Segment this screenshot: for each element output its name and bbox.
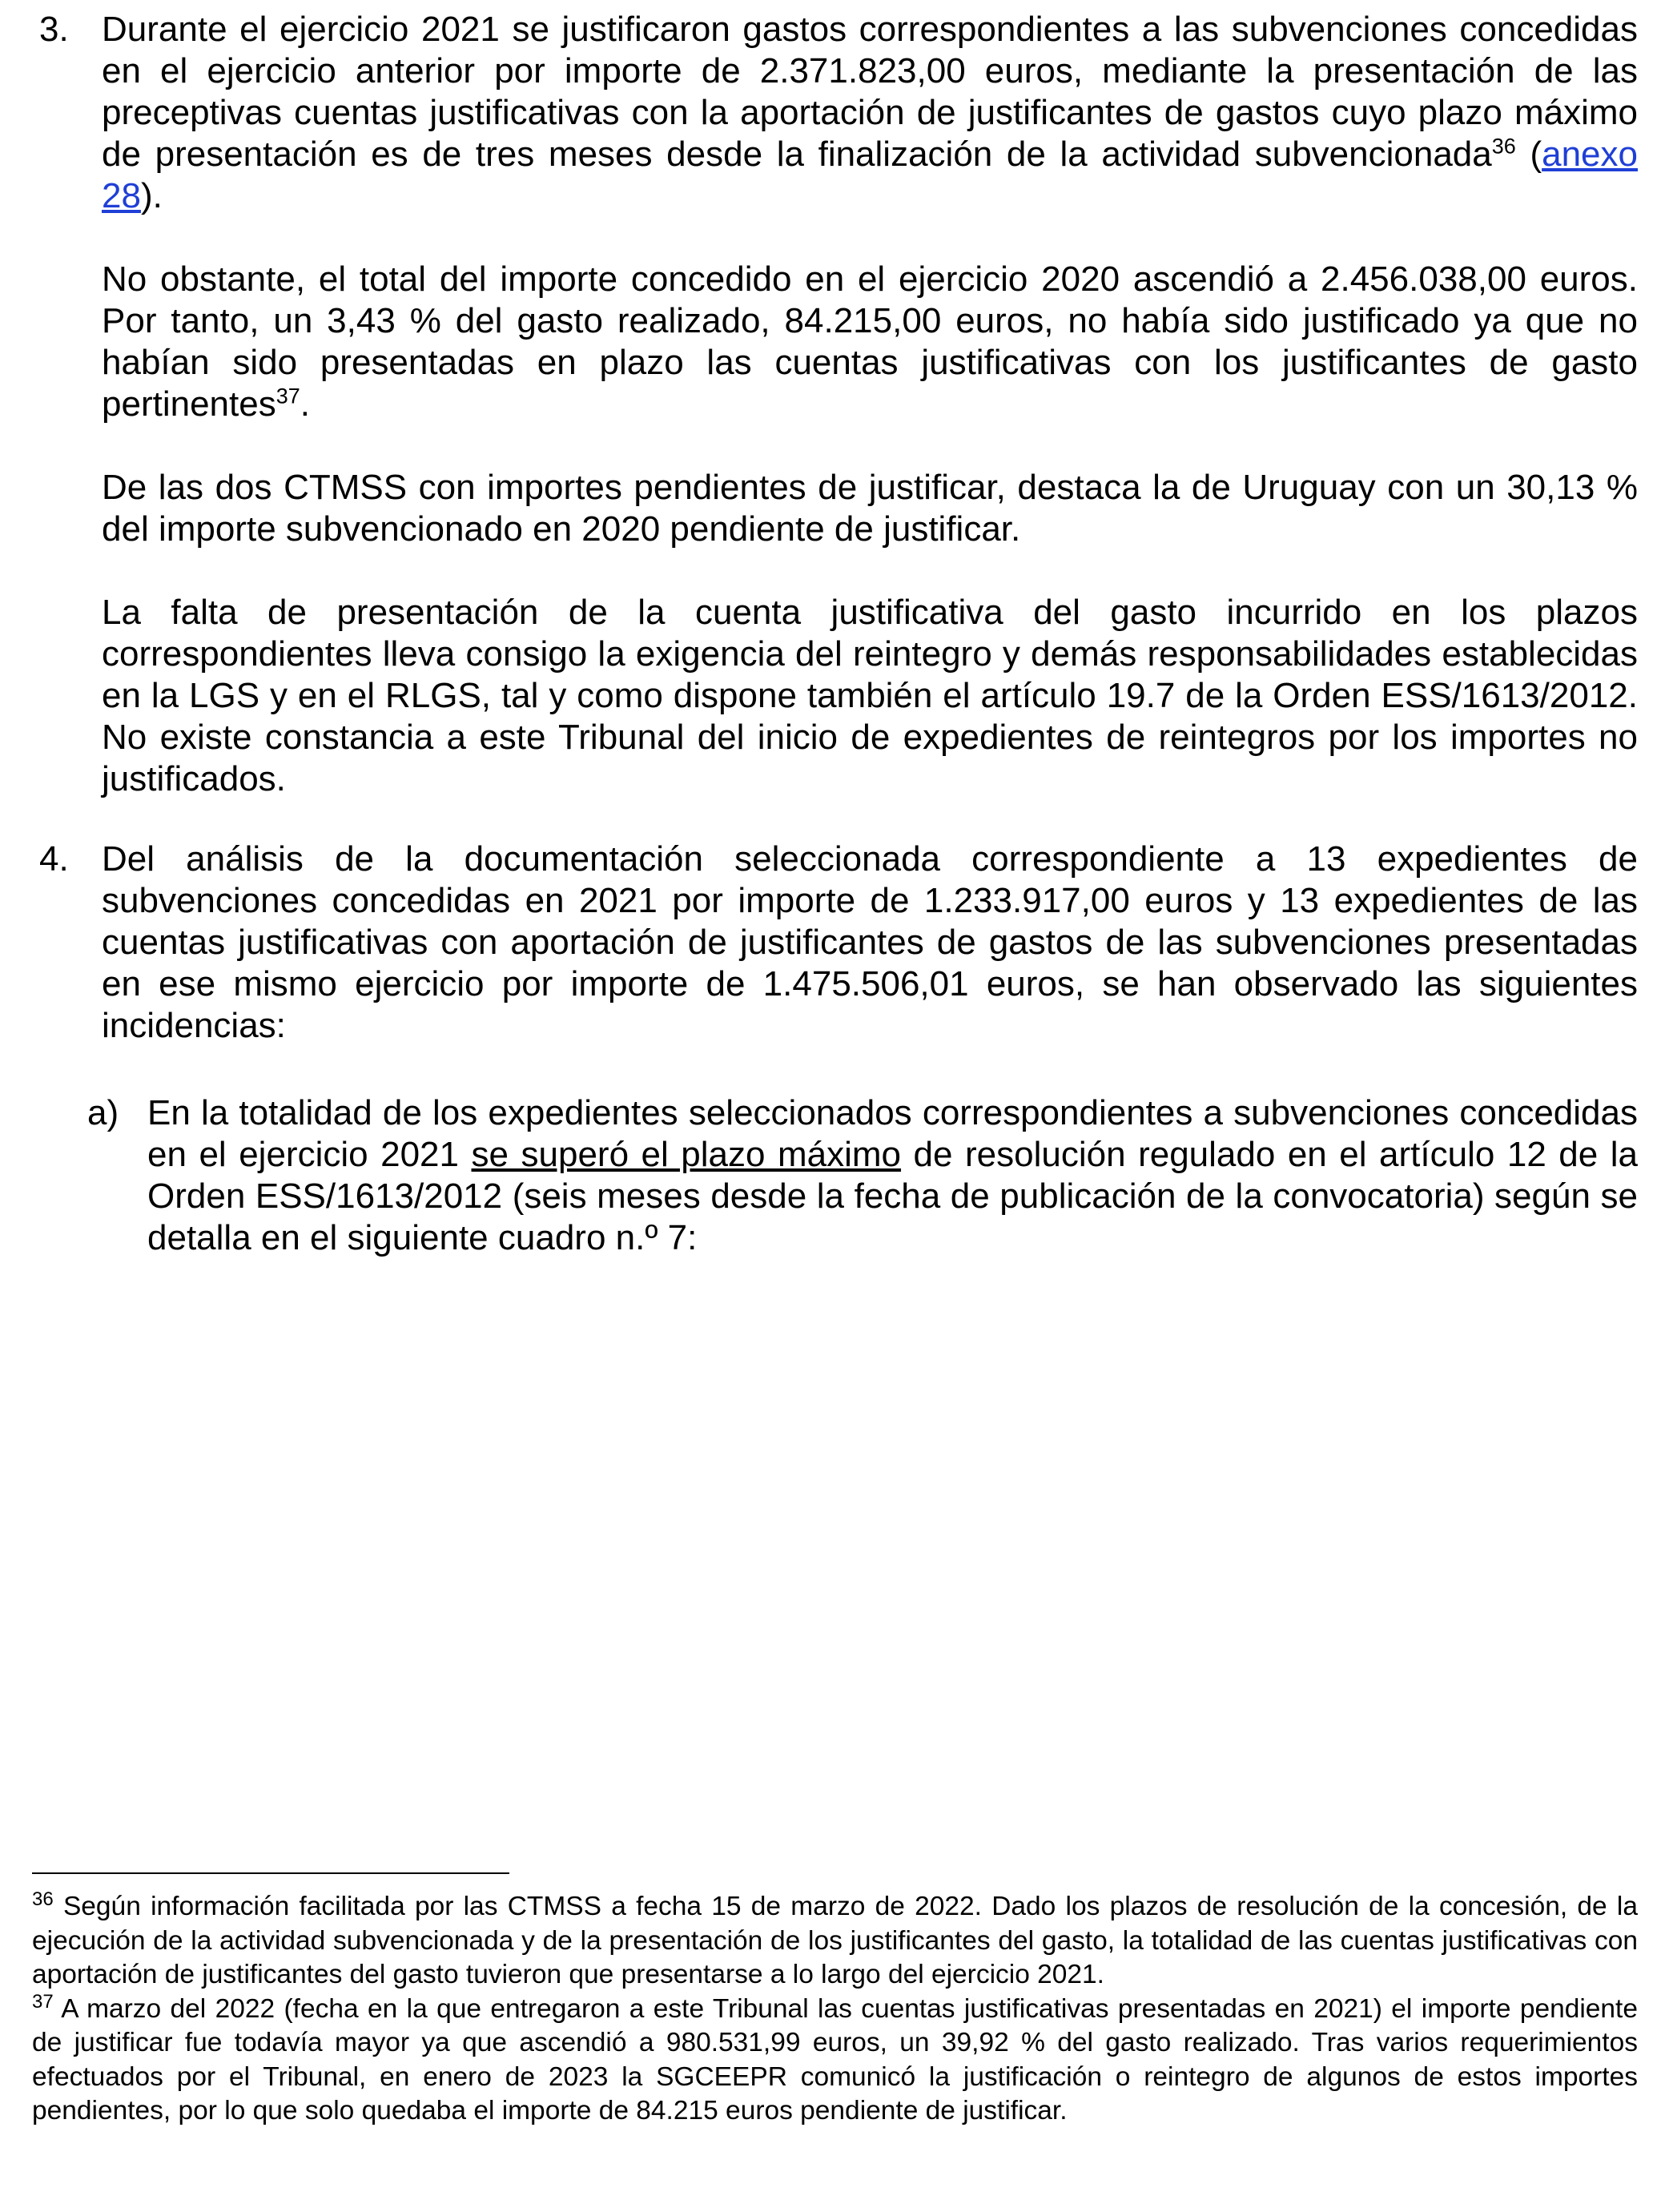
footnote-37 bbox=[32, 1990, 1638, 2129]
paragraph-3-3: De las dos CTMSS con importes pendientes de justificar, destaca la de Uruguay con un 30,13 % del importe subvencionado en 2020 pendiente de justificar. bbox=[102, 468, 1638, 549]
footnote-text: A marzo del 2022 (fecha en la que entregaron a este Tribunal las cuentas justificativas presentadas en 2021) el importe pendiente de justificar fue todavía mayor ya que ascendió a 980.531,99 euros, un 39,92 % del gasto realizado. Tras varios requerimientos efectuados por el Tribunal, en enero de 2023 la SGCEEPR comunicó la justificación o reintegro de algunos de estos importes pendientes, por lo que solo quedaba el importe de 84.215 euros pendiente de justificar. bbox=[32, 1993, 1638, 2126]
period: . bbox=[300, 384, 310, 424]
paragraph-4-a bbox=[147, 1092, 1638, 1259]
annex-link[interactable]: anexo 28 bbox=[102, 135, 1638, 215]
footnotes bbox=[32, 1890, 1638, 2129]
sub-item-label: a) bbox=[87, 1093, 119, 1132]
paragraph-text: de resolución regulado en el artículo 12 de la Orden ESS/1613/2012 (seis meses desde la fecha de publicación de la convocatoria) según se detalla en el siguiente cuadro n.º 7: bbox=[147, 1135, 1638, 1257]
list-number: 4. bbox=[39, 839, 69, 879]
underlined-text: se superó el plazo máximo bbox=[471, 1135, 902, 1174]
footnote-ref-36[interactable]: 36 bbox=[1491, 134, 1516, 159]
paragraph-text: En la totalidad de los expedientes seleccionados correspondientes a subvenciones concedidas en el ejercicio 2021 bbox=[147, 1093, 1638, 1174]
footnote-36 bbox=[32, 1890, 1638, 1993]
paragraph-3-2 bbox=[102, 259, 1638, 425]
paragraph-3-1 bbox=[102, 9, 1638, 217]
paren-close: ). bbox=[140, 176, 163, 215]
paragraph-4-1: Del análisis de la documentación seleccionada correspondiente a 13 expedientes de subvenciones concedidas en 2021 por importe de 1.233.917,00 euros y 13 expedientes de las cuentas justificativas con aportación de justificantes de gastos de las subvenciones presentadas en ese mismo ejercicio por importe de 1.475.506,01 euros, se han observado las siguientes incidencias: bbox=[102, 839, 1638, 1045]
footnote-divider bbox=[32, 1872, 509, 1874]
footnote-text: Según información facilitada por las CTMSS a fecha 15 de marzo de 2022. Dado los plazos de resolución de la concesión, de la ejecución de la actividad subvencionada y de la presentación de los justificantes del gasto, la totalidad de las cuentas justificativas con aportación de justificantes del gasto tuvieron que presentarse a lo largo del ejercicio 2021. bbox=[32, 1892, 1638, 1989]
sub-item-a bbox=[87, 1092, 1638, 1259]
list-item-4 bbox=[39, 839, 1638, 1047]
list-number: 3. bbox=[39, 10, 69, 49]
paragraph-text: No obstante, el total del importe concedido en el ejercicio 2020 ascendió a 2.456.038,00 euros. Por tanto, un 3,43 % del gasto realizado, 84.215,00 euros, no había sido justificado ya que no habían sido presentadas en plazo las cuentas justificativas con los justificantes de gasto pertinentes bbox=[102, 259, 1638, 424]
paragraph-text: Durante el ejercicio 2021 se justificaron gastos correspondientes a las subvenciones concedidas en el ejercicio anterior por importe de 2.371.823,00 euros, mediante la presentación de las preceptivas cuentas justificativas con la aportación de justificantes de gastos cuyo plazo máximo de presentación es de tres meses desde la finalización de la actividad subvencionada bbox=[102, 10, 1638, 174]
footnote-number: 36 bbox=[32, 1888, 54, 1910]
paren-open: ( bbox=[1515, 135, 1542, 174]
footnote-ref-37[interactable]: 37 bbox=[275, 384, 300, 408]
list-item-3 bbox=[39, 9, 1638, 800]
footnote-number: 37 bbox=[32, 1990, 54, 2013]
paragraph-3-4: La falta de presentación de la cuenta justificativa del gasto incurrido en los plazos correspondientes lleva consigo la exigencia del reintegro y demás responsabilidades establecidas en la LGS y en el RLGS, tal y como dispone también el artículo 19.7 de la Orden ESS/1613/2012. No existe constancia a este Tribunal del inicio de expedientes de reintegros por los importes no justificados. bbox=[102, 593, 1638, 798]
